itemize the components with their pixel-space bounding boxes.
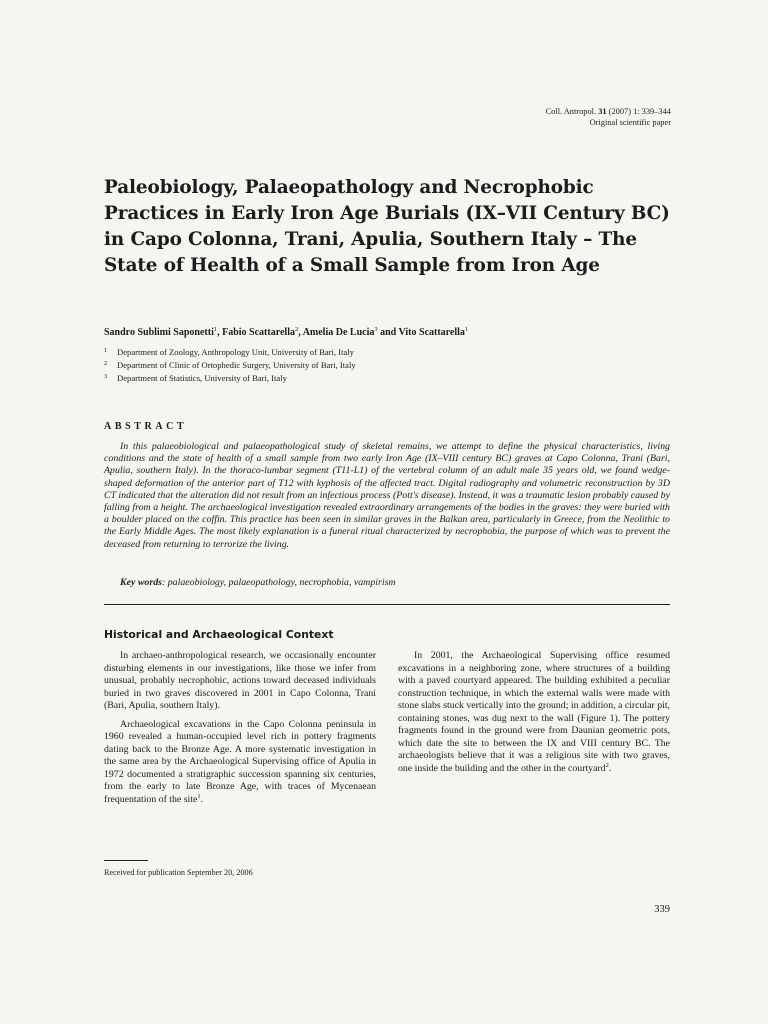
keywords-label: Key words (120, 577, 162, 588)
author-2: Fabio Scattarella (222, 327, 295, 338)
affiliation-item (104, 359, 356, 372)
author-4-affiliation: 1 (464, 326, 469, 333)
journal-citation (546, 106, 671, 128)
paragraph-text: In 2001, the Archaeological Supervising office resumed excavations in a neighboring zone, where structures of a building with a paved courtyard appeared. The building exhibited a peculiar construction technique, in which the external walls were made with stone slabs stuck vertically into the ground; in addition, a circular pit, containing stones, was dug next to the wall (Figure 1). The pottery fragments found in the ground were from Daunian geometric pots, which date the site to between the IX and VIII century BC. The archaeologists believe that it was a religious site with two graves, one inside the building and the other in the courtyard (398, 650, 670, 774)
affiliation-list (104, 346, 356, 386)
keywords-text: : palaeobiology, palaeopathology, necrophobia, vampirism (161, 577, 396, 588)
author-separator: and (377, 327, 399, 338)
author-3-affiliation: 3 (374, 326, 378, 333)
page-number: 339 (654, 904, 670, 915)
author-separator: , (298, 327, 303, 338)
author-3: Amelia De Lucia (302, 327, 375, 338)
body-paragraph: In archaeo-anthropological research, we occasionally encounter disturbing elements in our investigations, like those we infer from unusual, probably necrophobic, actions toward deceased individuals buried in two graves discovered in 2001 in Capo Colonna, Trani (Bari, Apulia, southern Italy). (104, 650, 376, 711)
author-1: Sandro Sublimi Saponetti (104, 327, 214, 338)
citation-prefix: Coll. Antropol. (545, 107, 597, 116)
author-4: Vito Scattarella (398, 327, 465, 338)
reference-marker: 1 (197, 792, 201, 800)
paper-type: Original scientific paper (589, 118, 671, 127)
left-column (104, 650, 376, 806)
affiliation-number: 2 (104, 360, 108, 368)
affiliation-number: 3 (104, 373, 108, 381)
affiliation-text: Department of Zoology, Anthropology Unit, University of Bari, Italy (117, 347, 354, 357)
citation-rest: (2007) 1: 339–344 (608, 107, 671, 116)
abstract-heading: ABSTRACT (104, 421, 188, 432)
paper-title: Paleobiology, Palaeopathology and Necrophobic Practices in Early Iron Age Burials (IX–VII Century BC) in Capo Colonna, Trani, Apulia, Southern Italy – The State of Health of a Small Sample from Iron Age (104, 177, 670, 276)
right-column (398, 650, 670, 775)
body-paragraph (104, 719, 376, 807)
affiliation-text: Department of Statistics, University of Bari, Italy (117, 373, 287, 384)
affiliation-item (104, 372, 356, 385)
keywords-line (120, 577, 396, 588)
reference-marker: 2 (605, 761, 609, 769)
paragraph-text: Archaeological excavations in the Capo Colonna peninsula in 1960 revealed a human-occupied level rich in pottery fragments dating back to the Bronze Age. A more systematic investigation in the same area by the Archaeological Supervising office of Apulia in 1972 documented a stratigraphic succession spanning six centuries, from the early to late Bronze Age, with traces of Mycenaean frequentation of the site (104, 718, 376, 805)
affiliation-number: 1 (104, 347, 108, 354)
paragraph-end: . (200, 793, 204, 805)
abstract-text: In this palaeobiological and palaeopathological study of skeletal remains, we attempt to define the physical characteristics, living conditions and the state of health of a small sample from two early Iron Age (IX–VIII century BC) graves at Capo Colonna, Trani (Bari, Apulia, southern Italy). In the thoraco-lumbar segment (T11-L1) of the vertebral column of an adult male 35 years old, we found wedge-shaped deformation of the anterior part of T12 with kyphosis of the affected tract. Digital radiography and volumetric reconstruction by 3D CT indicated that the alteration did not result from an infectious process (Pott's disease). Instead, it was a traumatic lesion probably caused by falling from a height. The archaeological investigation revealed extraordinary arrangements of the bodies in the graves: they were buried with a boulder placed on the coffin. This practice has been seen in similar graves in the Balkan area, particularly in Greece, from the Neolithic to the Early Middle Ages. The most likely explanation is a funeral ritual characterized by necrophobia, the purpose of which was to prevent the deceased from returning to terrorize the living. (104, 441, 670, 550)
author-1-affiliation: 1 (213, 326, 218, 333)
author-2-affiliation: 2 (294, 326, 299, 333)
body-paragraph (398, 650, 670, 775)
footnote: Received for publication September 20, 2006 (104, 868, 253, 877)
affiliation-item (104, 346, 356, 359)
footnote-divider (104, 860, 148, 861)
paragraph-end: . (608, 762, 612, 774)
affiliation-text: Department of Clinic of Ortophedic Surgery, University of Bari, Italy (117, 360, 356, 371)
citation-volume: 31 (598, 107, 607, 116)
author-separator: , (217, 327, 223, 338)
section-heading: Historical and Archaeological Context (104, 628, 334, 641)
citation-line (546, 106, 671, 117)
section-divider (104, 604, 670, 605)
author-list (104, 326, 468, 338)
